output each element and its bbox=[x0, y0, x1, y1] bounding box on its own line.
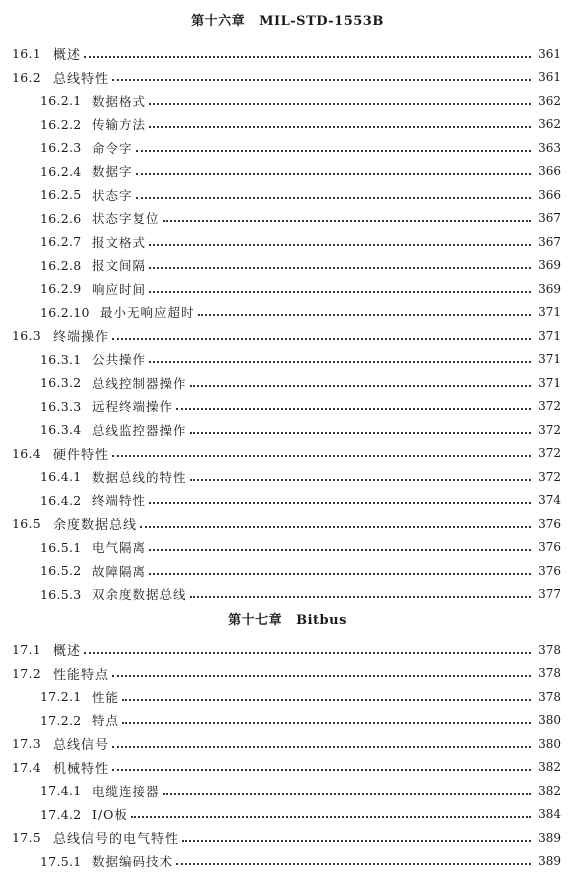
chapter-16-number: 第十六章 bbox=[191, 14, 245, 29]
toc-entry-page-number: 372 bbox=[535, 470, 561, 484]
dot-leader bbox=[84, 56, 531, 58]
toc-entry[interactable] bbox=[0, 254, 575, 278]
toc-entry-page-number: 371 bbox=[535, 329, 561, 343]
toc-entry-title: 概述 bbox=[53, 640, 81, 659]
toc-entry[interactable] bbox=[0, 136, 575, 160]
dot-leader bbox=[176, 863, 531, 865]
toc-entry-title: 远程终端操作 bbox=[92, 397, 173, 415]
toc-entry-number: 16.2.9 bbox=[40, 281, 92, 296]
toc-entry-number: 16.4.2 bbox=[40, 493, 92, 508]
toc-entry[interactable] bbox=[0, 207, 575, 231]
toc-entry[interactable] bbox=[0, 709, 575, 733]
dot-leader bbox=[182, 840, 531, 842]
toc-entry-page-number: 389 bbox=[535, 854, 561, 868]
toc-entry-page-number: 378 bbox=[535, 690, 561, 704]
toc-entry-number: 16.3.4 bbox=[40, 422, 92, 437]
toc-entry[interactable] bbox=[0, 395, 575, 419]
toc-entry[interactable] bbox=[0, 826, 575, 850]
toc-entry[interactable] bbox=[0, 779, 575, 803]
toc-entry-number: 16.2 bbox=[12, 70, 53, 85]
dot-leader bbox=[149, 103, 531, 105]
toc-entry-title: 公共操作 bbox=[92, 350, 146, 368]
dot-leader bbox=[136, 150, 531, 152]
toc-entry-title: 总线监控器操作 bbox=[92, 421, 187, 439]
chapter-17-title: Bitbus bbox=[296, 613, 347, 628]
toc-entry[interactable] bbox=[0, 66, 575, 90]
dot-leader bbox=[112, 455, 531, 457]
toc-entry[interactable] bbox=[0, 850, 575, 873]
toc-entry[interactable] bbox=[0, 113, 575, 137]
toc-entry[interactable] bbox=[0, 324, 575, 348]
toc-entry-title: 性能 bbox=[92, 688, 119, 706]
toc-entry-number: 16.2.6 bbox=[40, 211, 92, 226]
toc-entry-number: 17.4.1 bbox=[40, 783, 92, 798]
toc-entry-title: 数据字 bbox=[92, 162, 133, 180]
dot-leader bbox=[112, 769, 531, 771]
chapter-17-toc bbox=[0, 638, 575, 873]
toc-entry[interactable] bbox=[0, 371, 575, 395]
toc-entry[interactable] bbox=[0, 756, 575, 780]
dot-leader bbox=[163, 220, 531, 222]
toc-entry-number: 16.2.5 bbox=[40, 187, 92, 202]
toc-entry[interactable] bbox=[0, 662, 575, 686]
toc-entry-page-number: 363 bbox=[535, 141, 561, 155]
toc-entry-number: 17.5.1 bbox=[40, 854, 92, 869]
toc-entry-page-number: 382 bbox=[535, 760, 561, 774]
dot-leader bbox=[112, 338, 531, 340]
toc-entry-page-number: 377 bbox=[535, 587, 561, 601]
dot-leader bbox=[149, 126, 531, 128]
toc-entry[interactable] bbox=[0, 301, 575, 325]
dot-leader bbox=[112, 746, 531, 748]
toc-entry-title: 性能特点 bbox=[53, 664, 109, 683]
toc-entry[interactable] bbox=[0, 277, 575, 301]
toc-entry-page-number: 389 bbox=[535, 831, 561, 845]
dot-leader bbox=[149, 502, 531, 504]
toc-entry[interactable] bbox=[0, 348, 575, 372]
toc-entry-title: 命令字 bbox=[92, 139, 133, 157]
dot-leader bbox=[84, 652, 531, 654]
toc-entry-number: 16.3.3 bbox=[40, 399, 92, 414]
toc-entry-title: 总线信号的电气特性 bbox=[53, 828, 179, 847]
toc-entry-title: 数据总线的特性 bbox=[92, 468, 187, 486]
toc-entry-page-number: 361 bbox=[535, 70, 561, 84]
toc-entry-number: 17.5 bbox=[12, 830, 53, 845]
toc-entry[interactable] bbox=[0, 512, 575, 536]
toc-entry-page-number: 376 bbox=[535, 564, 561, 578]
toc-entry-number: 16.5.2 bbox=[40, 563, 92, 578]
dot-leader bbox=[112, 79, 531, 81]
dot-leader bbox=[140, 526, 531, 528]
dot-leader bbox=[190, 385, 531, 387]
toc-entry-title: 状态字复位 bbox=[92, 209, 160, 227]
toc-entry-number: 16.3 bbox=[12, 328, 53, 343]
toc-entry-title: 总线信号 bbox=[53, 734, 109, 753]
chapter-16-toc bbox=[0, 42, 575, 606]
toc-entry-title: 硬件特性 bbox=[53, 444, 109, 463]
toc-entry-number: 16.2.3 bbox=[40, 140, 92, 155]
toc-entry[interactable] bbox=[0, 583, 575, 607]
toc-entry-number: 16.2.10 bbox=[40, 305, 100, 320]
toc-entry-page-number: 380 bbox=[535, 737, 561, 751]
toc-entry-page-number: 372 bbox=[535, 446, 561, 460]
toc-entry[interactable] bbox=[0, 89, 575, 113]
toc-entry-title: 总线特性 bbox=[53, 68, 109, 87]
toc-entry-title: 终端操作 bbox=[53, 326, 109, 345]
toc-entry-number: 16.2.8 bbox=[40, 258, 92, 273]
dot-leader bbox=[131, 816, 531, 818]
toc-entry-number: 16.5.1 bbox=[40, 540, 92, 555]
toc-entry-number: 16.2.7 bbox=[40, 234, 92, 249]
toc-entry-page-number: 380 bbox=[535, 713, 561, 727]
toc-entry-number: 17.4 bbox=[12, 760, 53, 775]
toc-entry[interactable] bbox=[0, 230, 575, 254]
chapter-16-title: MIL-STD-1553B bbox=[259, 14, 384, 29]
toc-entry-title: 特点 bbox=[92, 711, 119, 729]
toc-entry[interactable] bbox=[0, 803, 575, 827]
dot-leader bbox=[112, 675, 531, 677]
toc-entry-page-number: 371 bbox=[535, 376, 561, 390]
dot-leader bbox=[122, 722, 531, 724]
toc-entry-title: 传输方法 bbox=[92, 115, 146, 133]
chapter-16-heading bbox=[0, 10, 575, 29]
toc-entry[interactable] bbox=[0, 638, 575, 662]
chapter-17-heading bbox=[0, 609, 575, 628]
toc-entry[interactable] bbox=[0, 732, 575, 756]
toc-entry[interactable] bbox=[0, 160, 575, 184]
toc-entry-page-number: 369 bbox=[535, 282, 561, 296]
toc-entry-title: 终端特性 bbox=[92, 491, 146, 509]
toc-entry-number: 16.5 bbox=[12, 516, 53, 531]
toc-entry[interactable] bbox=[0, 685, 575, 709]
toc-entry-title: 余度数据总线 bbox=[53, 514, 137, 533]
toc-entry-title: 报文间隔 bbox=[92, 256, 146, 274]
toc-entry-page-number: 367 bbox=[535, 235, 561, 249]
toc-entry-number: 16.1 bbox=[12, 46, 53, 61]
toc-entry-page-number: 376 bbox=[535, 540, 561, 554]
toc-entry-number: 16.4 bbox=[12, 446, 53, 461]
dot-leader bbox=[190, 479, 531, 481]
toc-entry-number: 16.3.1 bbox=[40, 352, 92, 367]
toc-entry-title: 电缆连接器 bbox=[92, 782, 160, 800]
toc-entry-page-number: 384 bbox=[535, 807, 561, 821]
dot-leader bbox=[149, 549, 531, 551]
toc-entry[interactable] bbox=[0, 559, 575, 583]
dot-leader bbox=[149, 244, 531, 246]
toc-entry[interactable] bbox=[0, 489, 575, 513]
toc-entry-page-number: 367 bbox=[535, 211, 561, 225]
toc-entry-title: 故障隔离 bbox=[92, 562, 146, 580]
toc-entry-number: 17.3 bbox=[12, 736, 53, 751]
toc-entry-title: I/O板 bbox=[92, 805, 128, 823]
toc-entry-number: 16.5.3 bbox=[40, 587, 92, 602]
dot-leader bbox=[190, 596, 531, 598]
dot-leader bbox=[176, 408, 531, 410]
dot-leader bbox=[122, 699, 531, 701]
dot-leader bbox=[198, 314, 531, 316]
toc-entry-number: 17.2.1 bbox=[40, 689, 92, 704]
toc-entry-number: 16.4.1 bbox=[40, 469, 92, 484]
toc-entry-page-number: 366 bbox=[535, 188, 561, 202]
toc-entry-title: 状态字 bbox=[92, 186, 133, 204]
dot-leader bbox=[149, 291, 531, 293]
toc-entry-number: 16.3.2 bbox=[40, 375, 92, 390]
toc-entry-number: 17.2 bbox=[12, 666, 53, 681]
toc-entry[interactable] bbox=[0, 183, 575, 207]
toc-entry-page-number: 369 bbox=[535, 258, 561, 272]
toc-entry-number: 17.1 bbox=[12, 642, 53, 657]
toc-entry-title: 报文格式 bbox=[92, 233, 146, 251]
toc-entry-page-number: 378 bbox=[535, 643, 561, 657]
toc-entry-page-number: 382 bbox=[535, 784, 561, 798]
dot-leader bbox=[190, 432, 531, 434]
toc-entry-page-number: 378 bbox=[535, 666, 561, 680]
toc-entry-page-number: 372 bbox=[535, 399, 561, 413]
dot-leader bbox=[149, 573, 531, 575]
toc-entry[interactable] bbox=[0, 42, 575, 66]
dot-leader bbox=[136, 173, 531, 175]
toc-entry-title: 数据编码技术 bbox=[92, 852, 173, 870]
dot-leader bbox=[136, 197, 531, 199]
toc-entry-title: 双余度数据总线 bbox=[92, 585, 187, 603]
toc-entry-title: 响应时间 bbox=[92, 280, 146, 298]
toc-entry-title: 数据格式 bbox=[92, 92, 146, 110]
dot-leader bbox=[163, 793, 531, 795]
toc-entry-page-number: 371 bbox=[535, 305, 561, 319]
toc-entry-page-number: 376 bbox=[535, 517, 561, 531]
toc-entry-title: 机械特性 bbox=[53, 758, 109, 777]
toc-entry-page-number: 374 bbox=[535, 493, 561, 507]
dot-leader bbox=[149, 267, 531, 269]
toc-entry[interactable] bbox=[0, 442, 575, 466]
toc-entry-page-number: 362 bbox=[535, 94, 561, 108]
toc-entry-title: 电气隔离 bbox=[92, 538, 146, 556]
toc-entry-page-number: 372 bbox=[535, 423, 561, 437]
toc-entry-number: 16.2.1 bbox=[40, 93, 92, 108]
toc-entry-page-number: 361 bbox=[535, 47, 561, 61]
toc-entry-number: 16.2.4 bbox=[40, 164, 92, 179]
toc-entry[interactable] bbox=[0, 418, 575, 442]
toc-entry[interactable] bbox=[0, 536, 575, 560]
toc-entry-number: 17.2.2 bbox=[40, 713, 92, 728]
toc-entry-number: 16.2.2 bbox=[40, 117, 92, 132]
dot-leader bbox=[149, 361, 531, 363]
chapter-17-number: 第十七章 bbox=[228, 613, 282, 628]
toc-entry-title: 最小无响应超时 bbox=[100, 303, 195, 321]
toc-entry-title: 概述 bbox=[53, 44, 81, 63]
toc-entry-page-number: 362 bbox=[535, 117, 561, 131]
toc-entry-title: 总线控制器操作 bbox=[92, 374, 187, 392]
toc-entry-page-number: 366 bbox=[535, 164, 561, 178]
toc-entry[interactable] bbox=[0, 465, 575, 489]
toc-entry-number: 17.4.2 bbox=[40, 807, 92, 822]
toc-entry-page-number: 371 bbox=[535, 352, 561, 366]
